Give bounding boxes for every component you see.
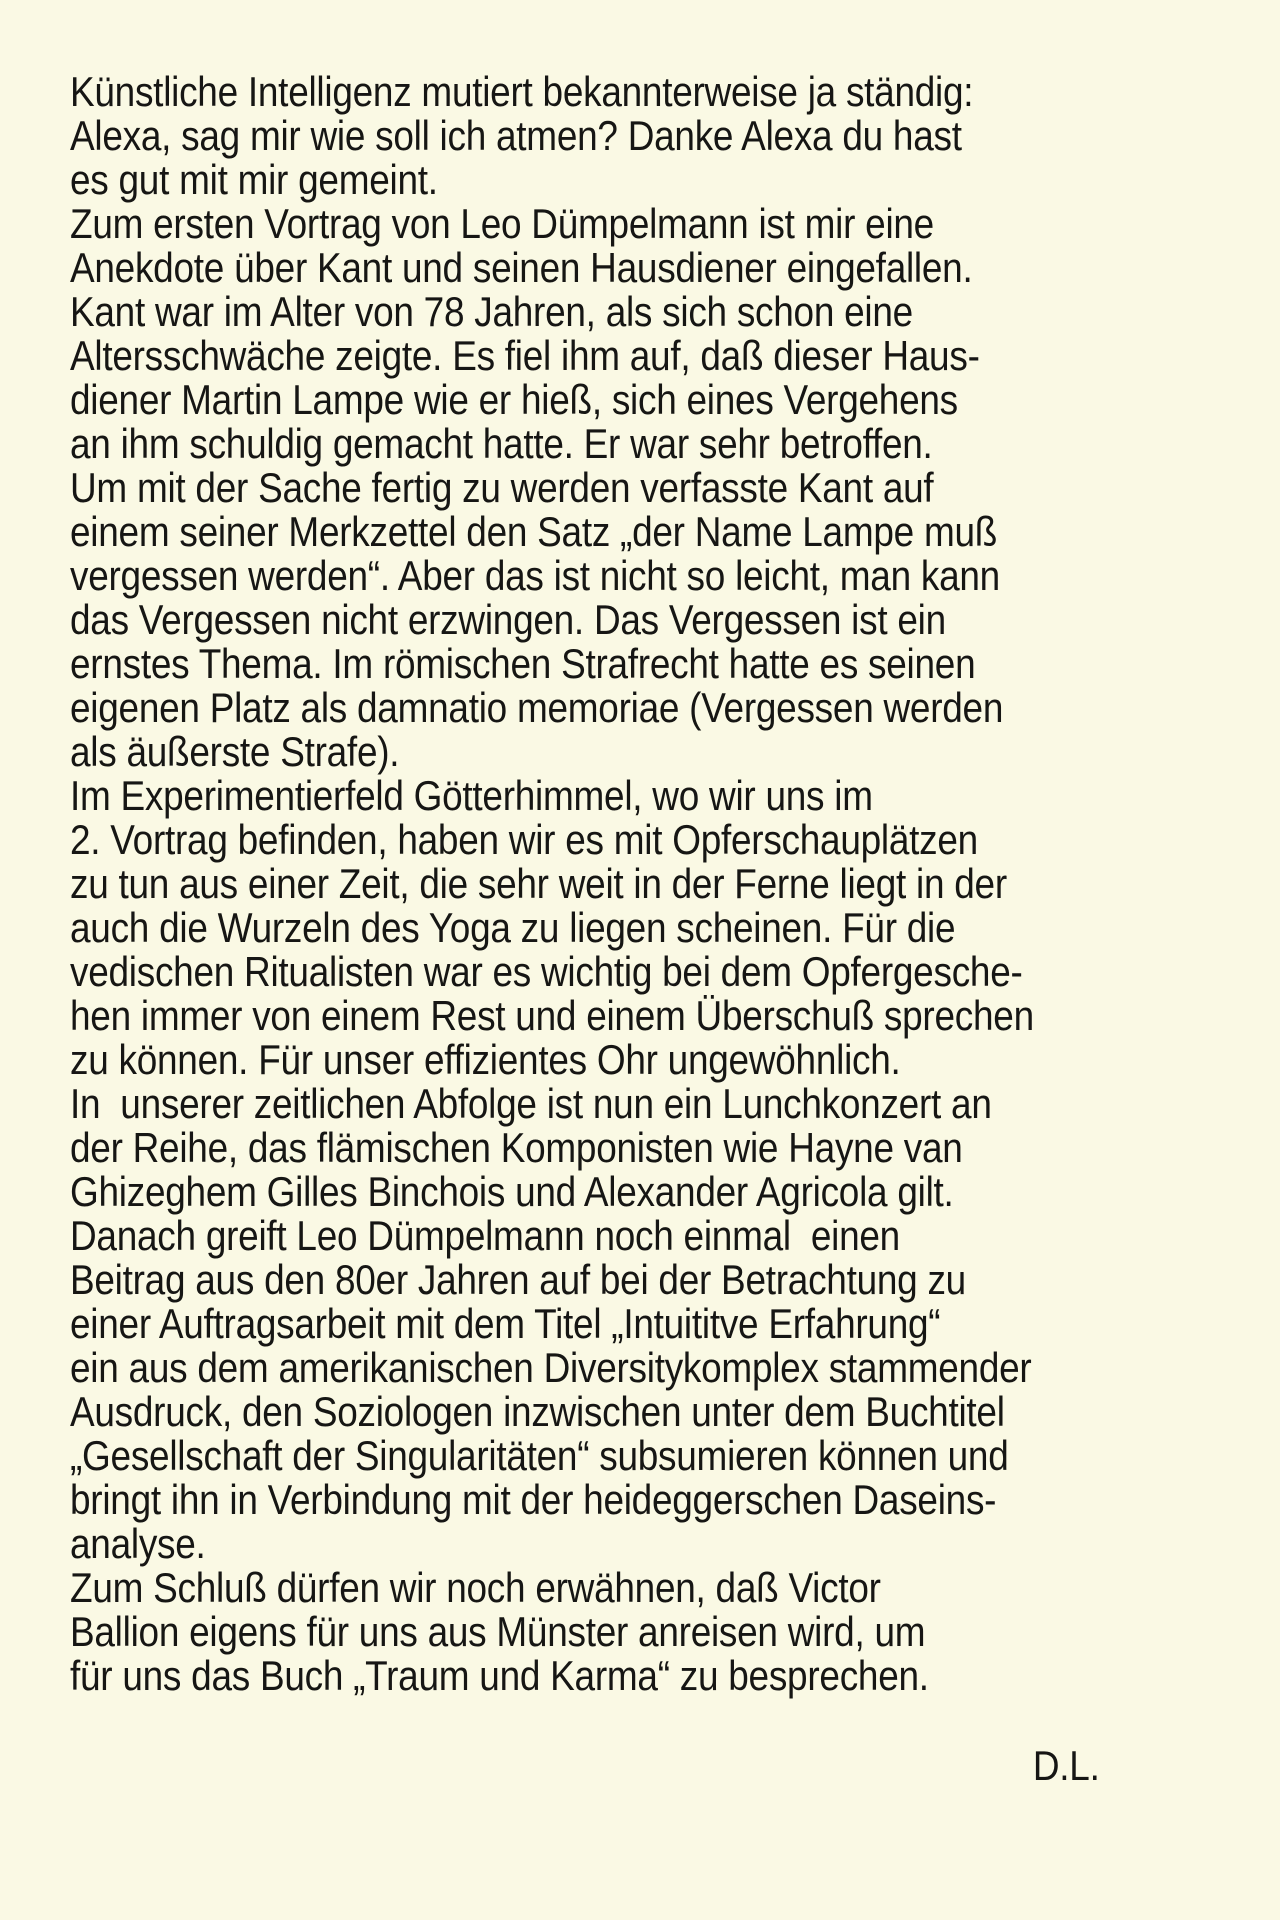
body-text <box>70 70 1100 1788</box>
text-line: „Gesellschaft der Singularitäten“ subsumieren können und <box>70 1432 1009 1479</box>
signature: D.L. <box>1032 1742 1100 1789</box>
text-line: zu können. Für unser effizientes Ohr ungewöhnlich. <box>70 1036 901 1083</box>
text-line: hen immer von einem Rest und einem Überschuß sprechen <box>70 992 1034 1039</box>
text-line: an ihm schuldig gemacht hatte. Er war sehr betroffen. <box>70 420 933 467</box>
text-line: als äußerste Strafe). <box>70 728 400 775</box>
text-line: ein aus dem amerikanischen Diversitykomplex stammender <box>70 1344 1032 1391</box>
text-line: Danach greift Leo Dümpelmann noch einmal einen <box>70 1212 900 1259</box>
text-line: einem seiner Merkzettel den Satz „der Name Lampe muß <box>70 508 998 555</box>
text-line: Kant war im Alter von 78 Jahren, als sich schon eine <box>70 288 913 335</box>
text-line: diener Martin Lampe wie er hieß, sich eines Vergehens <box>70 376 958 423</box>
text-line: Im Experimentierfeld Götterhimmel, wo wir uns im <box>70 772 873 819</box>
text-line: In unserer zeitlichen Abfolge ist nun ein Lunchkonzert an <box>70 1080 992 1127</box>
text-line: Beitrag aus den 80er Jahren auf bei der Betrachtung zu <box>70 1256 966 1303</box>
text-line: ernstes Thema. Im römischen Strafrecht hatte es seinen <box>70 640 976 687</box>
text-line: einer Auftragsarbeit mit dem Titel „Intuititve Erfahrung“ <box>70 1300 941 1347</box>
text-line: vedischen Ritualisten war es wichtig bei dem Opfergesche- <box>70 948 1023 995</box>
text-line: das Vergessen nicht erzwingen. Das Vergessen ist ein <box>70 596 946 643</box>
text-line: Ghizeghem Gilles Binchois und Alexander Agricola gilt. <box>70 1168 954 1215</box>
text-line: Künstliche Intelligenz mutiert bekannterweise ja ständig: <box>70 68 974 115</box>
text-line: analyse. <box>70 1520 206 1567</box>
text-line: eigenen Platz als damnatio memoriae (Vergessen werden <box>70 684 1004 731</box>
text-line: 2. Vortrag befinden, haben wir es mit Opferschauplätzen <box>70 816 978 863</box>
text-line: der Reihe, das flämischen Komponisten wie Hayne van <box>70 1124 963 1171</box>
text-line: Ballion eigens für uns aus Münster anreisen wird, um <box>70 1608 926 1655</box>
text-line: Alexa, sag mir wie soll ich atmen? Danke Alexa du hast <box>70 112 962 159</box>
text-line: vergessen werden“. Aber das ist nicht so leicht, man kann <box>70 552 1000 599</box>
text-line: bringt ihn in Verbindung mit der heideggerschen Daseins- <box>70 1476 997 1523</box>
text-line: Anekdote über Kant und seinen Hausdiener eingefallen. <box>70 244 973 291</box>
text-line: Zum Schluß dürfen wir noch erwähnen, daß Victor <box>70 1564 881 1611</box>
text-line: Altersschwäche zeigte. Es fiel ihm auf, daß dieser Haus- <box>70 332 980 379</box>
text-line: auch die Wurzeln des Yoga zu liegen scheinen. Für die <box>70 904 956 951</box>
text-line: es gut mit mir gemeint. <box>70 156 438 203</box>
text-line: Um mit der Sache fertig zu werden verfasste Kant auf <box>70 464 934 511</box>
text-line: für uns das Buch „Traum und Karma“ zu besprechen. <box>70 1652 929 1699</box>
text-line: zu tun aus einer Zeit, die sehr weit in der Ferne liegt in der <box>70 860 1007 907</box>
text-line: Zum ersten Vortrag von Leo Dümpelmann ist mir eine <box>70 200 934 247</box>
text-line: Ausdruck, den Soziologen inzwischen unter dem Buchtitel <box>70 1388 1005 1435</box>
